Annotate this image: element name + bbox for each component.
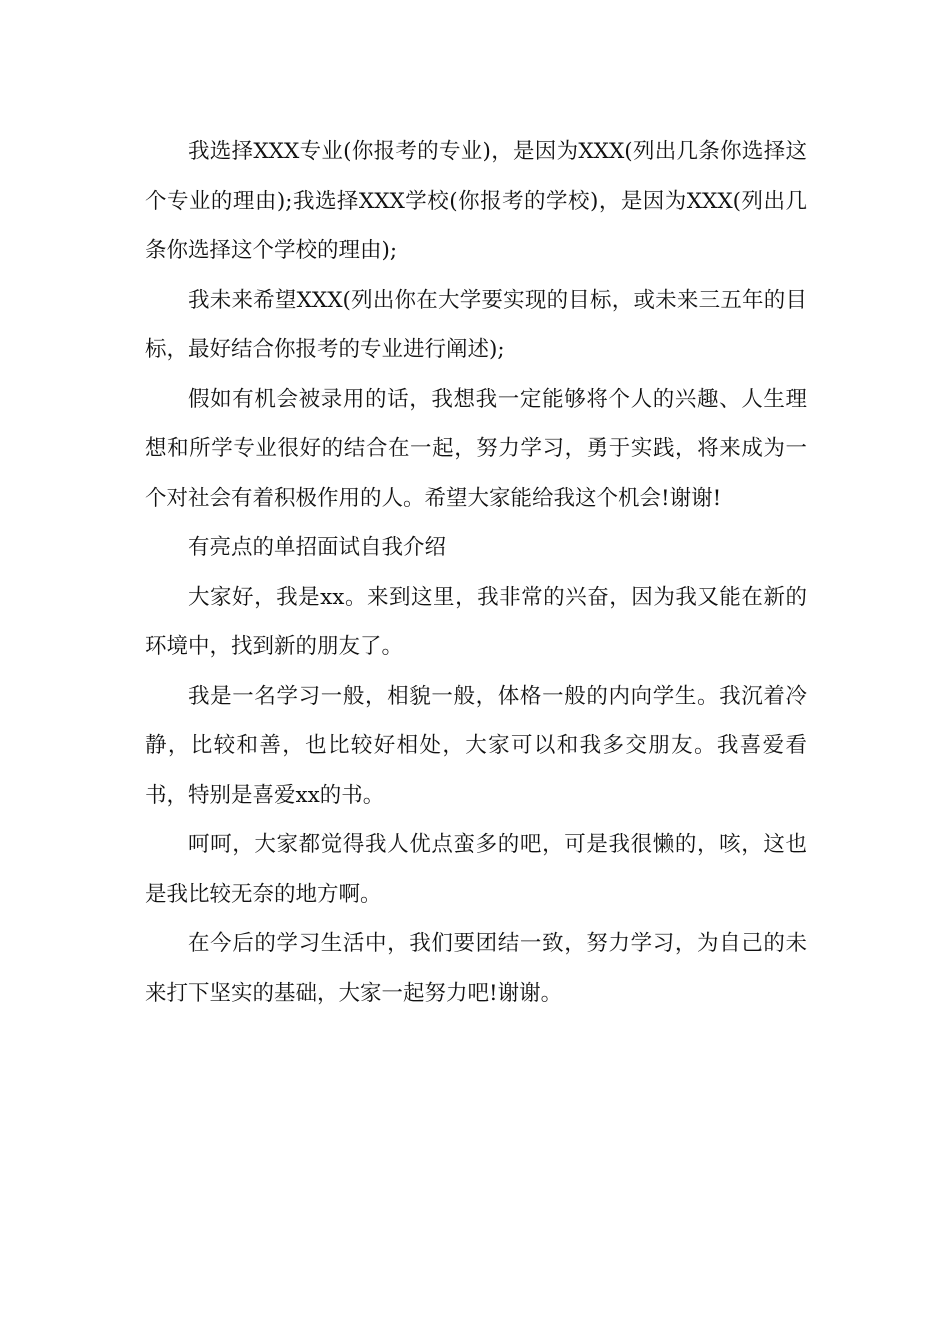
paragraph-humor: 呵呵，大家都觉得我人优点蛮多的吧，可是我很懒的，咳，这也是我比较无奈的地方啊。 (145, 832, 807, 907)
paragraph-self-description: 我是一名学习一般，相貌一般，体格一般的内向学生。我沉着冷静，比较和善，也比较好相处，大家可以和我多交朋友。我喜爱看书，特别是喜爱xx的书。 (145, 683, 807, 808)
paragraph-closing-request: 假如有机会被录用的话，我想我一定能够将个人的兴趣、人生理想和所学专业很好的结合在一起，努力学习，勇于实践，将来成为一个对社会有着积极作用的人。希望大家能给我这个机会!谢谢! (145, 386, 807, 511)
paragraph-major-school-reasons: 我选择XXX专业(你报考的专业)，是因为XXX(列出几条你选择这个专业的理由);我选择XXX学校(你报考的学校)，是因为XXX(列出几条你选择这个学校的理由); (145, 139, 807, 263)
section-heading: 有亮点的单招面试自我介绍 (188, 535, 447, 560)
document-body (145, 127, 807, 1018)
paragraph-future-goals: 我未来希望XXX(列出你在大学要实现的目标，或未来三五年的目标，最好结合你报考的专业进行阐述); (145, 287, 807, 362)
paragraph-greeting: 大家好，我是xx。来到这里，我非常的兴奋，因为我又能在新的环境中，找到新的朋友了。 (145, 584, 807, 659)
paragraph-conclusion: 在今后的学习生活中，我们要团结一致，努力学习，为自己的未来打下坚实的基础，大家一起努力吧!谢谢。 (145, 931, 807, 1006)
